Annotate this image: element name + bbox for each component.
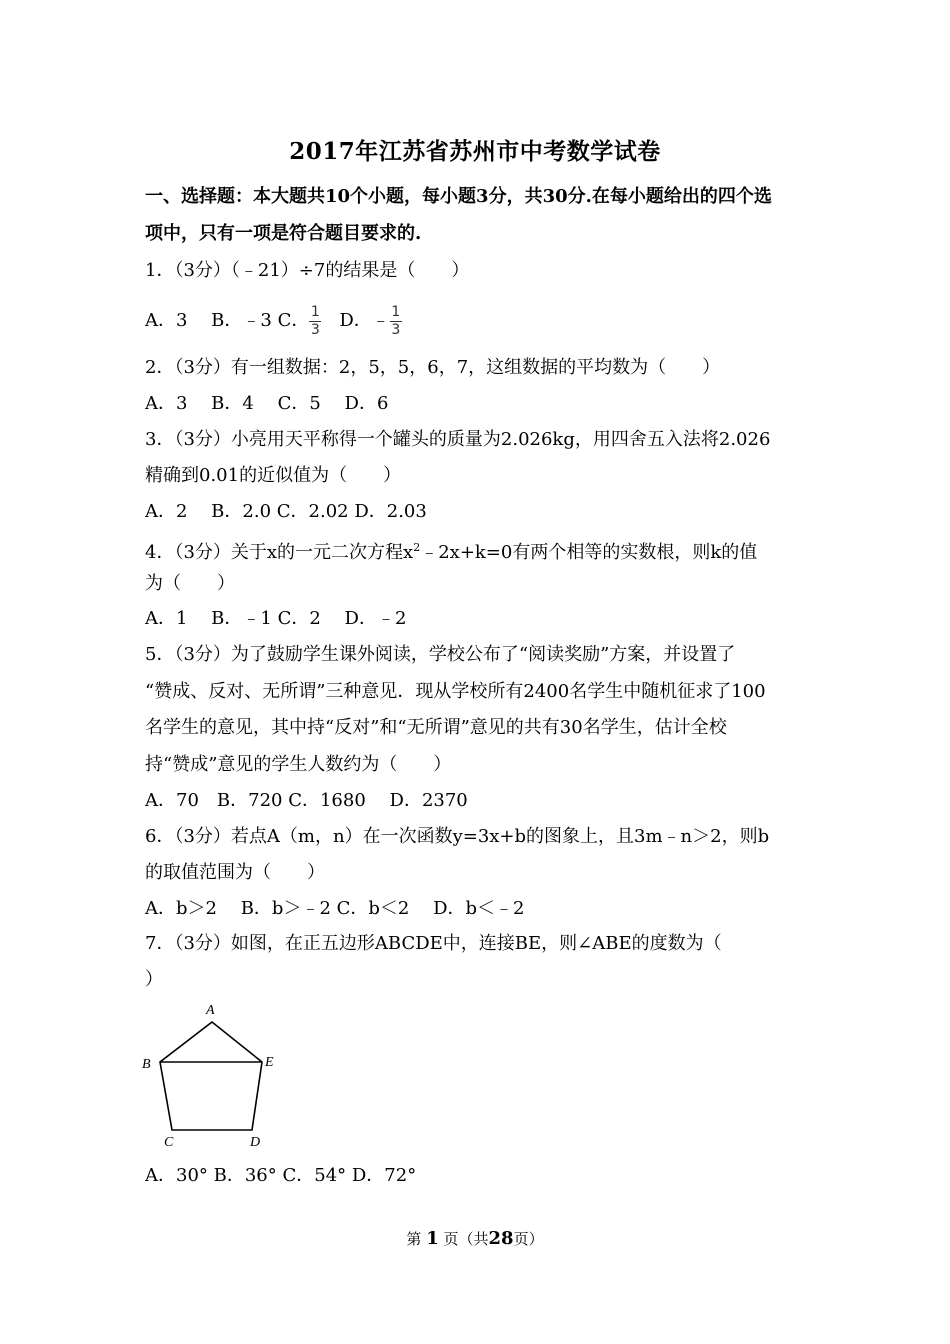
- footer-page-number: 1: [426, 1228, 439, 1249]
- footer-prefix: 第: [406, 1230, 422, 1248]
- q1-options-ab: A．3 B．﹣3 C．: [145, 310, 310, 331]
- label-d: D: [250, 1135, 261, 1150]
- q1-fraction-d-den: 3: [391, 321, 401, 338]
- pentagon-shape: [160, 1022, 262, 1130]
- label-c: C: [164, 1135, 174, 1150]
- page-title: 2017年江苏省苏州市中考数学试卷: [289, 138, 661, 165]
- pentagon-figure: [140, 1000, 285, 1150]
- q4-stem-line2: 为（ ）: [145, 573, 235, 594]
- footer-middle: 页（共: [443, 1230, 489, 1248]
- q1-fraction-d-num: 1: [391, 303, 401, 320]
- q1-fraction-c-num: 1: [310, 303, 320, 320]
- q5-stem-line1: 5．（3分）为了鼓励学生课外阅读，学校公布了“阅读奖励”方案，并设置了: [145, 644, 736, 665]
- q1-fraction-c-den: 3: [310, 321, 320, 338]
- footer-total-pages: 28: [488, 1228, 514, 1249]
- q7-stem-line2: ）: [145, 969, 163, 990]
- q5-stem-line3: 名学生的意见，其中持“反对”和“无所谓”意见的共有30名学生，估计全校: [145, 717, 727, 738]
- q1-stem: 1．（3分）（﹣21）÷7的结果是（ ）: [145, 260, 470, 281]
- q6-stem-line2: 的取值范围为（ ）: [145, 862, 325, 883]
- label-a: A: [206, 1003, 215, 1018]
- q6-stem-line1: 6．（3分）若点A（m，n）在一次函数y=3x+b的图象上，且3m﹣n＞2，则b: [145, 826, 770, 847]
- q3-stem-line2: 精确到0.01的近似值为（ ）: [145, 465, 402, 486]
- q3-stem-line1: 3．（3分）小亮用天平称得一个罐头的质量为2.026kg，用四舍五入法将2.026: [145, 429, 771, 450]
- q3-options: A．2 B．2.0 C．2.02 D．2.03: [145, 501, 427, 522]
- q4-stem-line1: [145, 536, 810, 565]
- q1-fraction-d: [390, 305, 402, 338]
- q2-options: A．3 B．4 C．5 D．6: [145, 393, 389, 414]
- section-header-line2: 项中，只有一项是符合题目要求的.: [145, 223, 422, 244]
- q7-stem-line1: 7．（3分）如图，在正五边形ABCDE中，连接BE，则∠ABE的度数为（: [145, 933, 722, 954]
- q5-stem-line2: “赞成、反对、无所谓”三种意见．现从学校所有2400名学生中随机征求了100: [145, 681, 766, 702]
- q4-exponent: 2: [413, 541, 421, 554]
- label-e: E: [265, 1055, 274, 1070]
- q1-options: [145, 302, 810, 344]
- q2-stem: 2．（3分）有一组数据：2，5，5，6，7，这组数据的平均数为（ ）: [145, 357, 721, 378]
- q6-options: A．b＞2 B．b＞﹣2 C．b＜2 D．b＜﹣2: [145, 898, 525, 919]
- section-header-line1: 一、选择题：本大题共10个小题，每小题3分，共30分.在每小题给出的四个选: [145, 186, 772, 207]
- q4-stem-part1: 4．（3分）关于x的一元二次方程x: [145, 542, 414, 563]
- q7-options: A．30° B．36° C．54° D．72°: [145, 1165, 417, 1186]
- q5-options: A．70 B．720 C．1680 D．2370: [145, 790, 468, 811]
- q4-stem-part2: ﹣2x+k=0有两个相等的实数根，则k的值: [420, 542, 758, 563]
- label-b: B: [142, 1057, 151, 1072]
- q4-options: A．1 B．﹣1 C．2 D．﹣2: [145, 608, 407, 629]
- q1-fraction-c: [309, 305, 321, 338]
- q1-option-d: D．﹣: [321, 310, 390, 331]
- page-footer: [0, 1228, 950, 1249]
- footer-suffix: 页）: [513, 1230, 544, 1248]
- q5-stem-line4: 持“赞成”意见的学生人数约为（ ）: [145, 754, 452, 775]
